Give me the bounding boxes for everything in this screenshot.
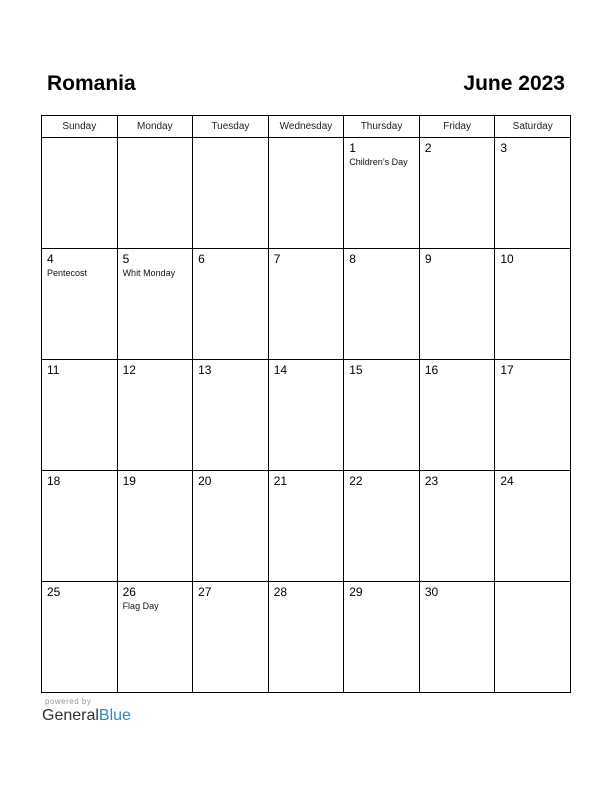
day-cell (117, 360, 193, 471)
day-cell (419, 360, 495, 471)
day-cell (42, 582, 118, 693)
day-number: 2 (424, 141, 432, 155)
month-year-title: June 2023 (463, 72, 565, 95)
day-cell (344, 138, 420, 249)
day-cell (117, 582, 193, 693)
day-number: 6 (198, 252, 205, 266)
day-cell (419, 249, 495, 360)
weekday-header: Monday (117, 116, 193, 138)
day-number: 16 (424, 363, 439, 377)
day-number: 23 (424, 474, 439, 488)
day-number: 13 (198, 363, 212, 377)
day-number: 5 (122, 252, 130, 266)
holiday-label: Children’s Day (349, 157, 408, 167)
day-number: 30 (424, 585, 439, 599)
day-number: 28 (273, 585, 288, 599)
day-number: 22 (349, 474, 363, 488)
day-number: 9 (424, 252, 432, 266)
weekday-header: Saturday (495, 116, 571, 138)
day-cell (419, 582, 495, 693)
day-cell (419, 138, 495, 249)
day-cell (193, 138, 269, 249)
day-cell (193, 360, 269, 471)
calendar-body (42, 138, 571, 693)
day-cell (268, 138, 344, 249)
week-row (42, 582, 571, 693)
day-number: 10 (500, 252, 514, 266)
day-cell (495, 582, 571, 693)
holiday-label: Pentecost (47, 268, 88, 278)
powered-by-label: powered by (45, 697, 92, 706)
week-row (42, 249, 571, 360)
day-cell (344, 249, 420, 360)
country-title: Romania (47, 72, 136, 95)
day-cell (117, 138, 193, 249)
day-number: 14 (273, 363, 288, 377)
day-cell (268, 360, 344, 471)
day-cell (344, 360, 420, 471)
day-cell (117, 471, 193, 582)
weekday-header: Friday (419, 116, 495, 138)
day-cell (117, 249, 193, 360)
day-number: 24 (500, 474, 514, 488)
day-number: 1 (349, 141, 356, 155)
brand-blue-text: Blue (98, 707, 131, 724)
day-cell (268, 249, 344, 360)
day-number: 8 (349, 252, 356, 266)
day-cell (419, 471, 495, 582)
footer-branding (42, 697, 131, 725)
day-cell (42, 138, 118, 249)
week-row (42, 471, 571, 582)
day-cell (344, 582, 420, 693)
day-cell (42, 249, 118, 360)
weekday-header: Wednesday (268, 116, 344, 138)
holiday-label: Flag Day (122, 601, 159, 611)
holiday-label: Whit Monday (122, 268, 176, 278)
day-number: 20 (198, 474, 212, 488)
day-number: 19 (122, 474, 136, 488)
day-cell (42, 360, 118, 471)
day-number: 3 (500, 141, 508, 155)
weekday-header: Thursday (344, 116, 420, 138)
day-number: 25 (47, 585, 61, 599)
day-cell (495, 249, 571, 360)
brand-general-text: General (42, 707, 99, 724)
day-number: 15 (349, 363, 363, 377)
day-number: 17 (500, 363, 514, 377)
day-number: 26 (122, 585, 136, 599)
day-cell (193, 249, 269, 360)
day-number: 4 (47, 252, 54, 266)
weekday-header: Tuesday (193, 116, 269, 138)
day-cell (268, 582, 344, 693)
week-row (42, 138, 571, 249)
day-cell (495, 138, 571, 249)
weekday-header: Sunday (42, 116, 118, 138)
generalblue-logo (42, 707, 131, 725)
day-number: 29 (349, 585, 363, 599)
day-number: 27 (198, 585, 212, 599)
day-cell (42, 471, 118, 582)
calendar-grid (41, 115, 571, 693)
week-row (42, 360, 571, 471)
day-number: 7 (273, 252, 281, 266)
day-number: 11 (47, 363, 60, 377)
day-cell (495, 360, 571, 471)
day-cell (344, 471, 420, 582)
day-number: 21 (273, 474, 288, 488)
day-cell (495, 471, 571, 582)
day-cell (268, 471, 344, 582)
day-cell (193, 582, 269, 693)
day-number: 12 (122, 363, 136, 377)
day-number: 18 (47, 474, 61, 488)
day-cell (193, 471, 269, 582)
weekday-header-row (42, 116, 571, 138)
